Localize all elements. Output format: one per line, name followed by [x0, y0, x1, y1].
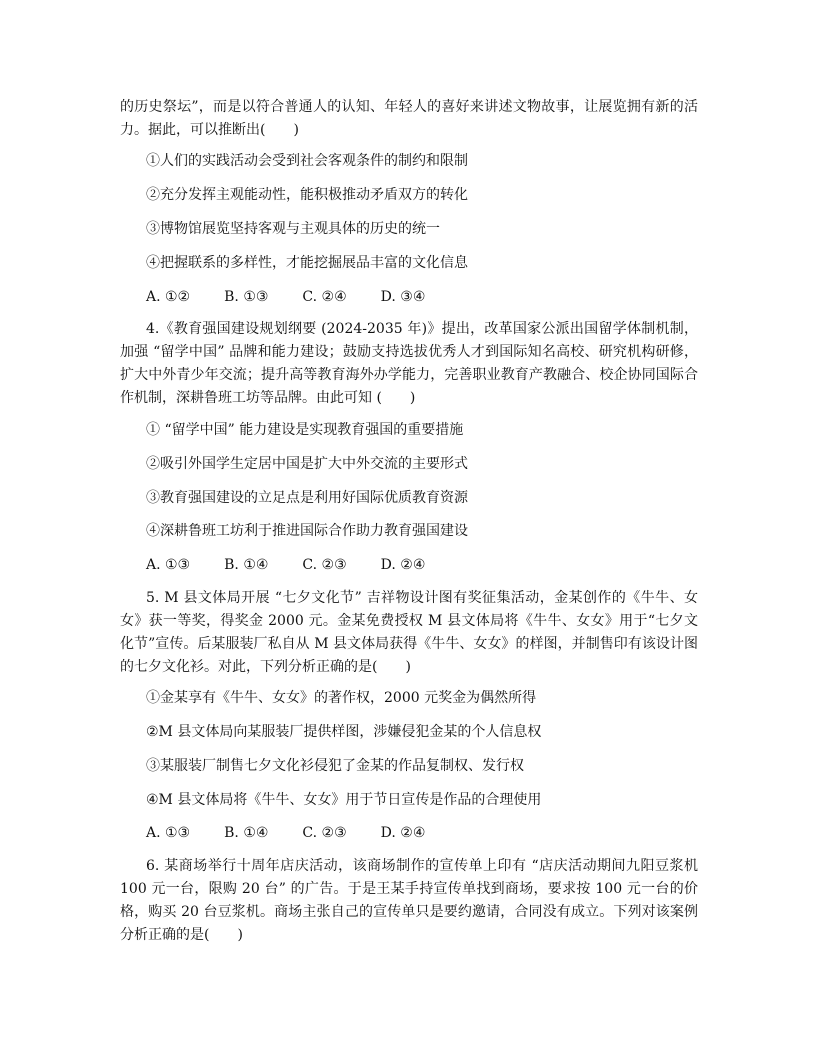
question-3-choices [146, 287, 459, 307]
choice-c: C. ②③ [302, 557, 347, 573]
question-4-option-2: ②吸引外国学生定居中国是扩大中外交流的主要形式 [146, 456, 468, 472]
choice-c: C. ②④ [302, 289, 347, 305]
question-5-option-4: ④M 县文体局将《牛牛、女女》用于节日宣传是作品的合理使用 [146, 792, 542, 808]
choice-d: D. ②④ [380, 557, 426, 573]
choice-a: A. ①② [146, 289, 191, 305]
question-3-option-4: ④把握联系的多样性，才能挖掘展品丰富的文化信息 [146, 255, 468, 271]
choice-b: B. ①④ [224, 557, 269, 573]
choice-a: A. ①③ [146, 557, 191, 573]
question-5-option-2: ②M 县文体局向某服装厂提供样图，涉嫌侵犯金某的个人信息权 [146, 724, 542, 740]
question-3-stem: 的历史祭坛”，而是以符合普通人的认知、年轻人的喜好来讲述文物故事，让展览拥有新的活力。据此，可以推断出( ) [120, 99, 698, 138]
question-3-option-3: ③博物馆展览坚持客观与主观具体的历史的统一 [146, 221, 440, 237]
question-4-choices [146, 555, 459, 575]
choice-c: C. ②③ [302, 825, 347, 841]
question-3-option-2: ②充分发挥主观能动性，能积极推动矛盾双方的转化 [146, 187, 468, 203]
question-4-option-3: ③教育强国建设的立足点是利用好国际优质教育资源 [146, 490, 468, 506]
choice-d: D. ③④ [380, 289, 426, 305]
question-4-stem: 4.《教育强国建设规划纲要 (2024-2035 年)》提出，改革国家公派出国留学体制机制，加强 “留学中国” 品牌和能力建设；鼓励支持选拔优秀人才到国际知名高校、研究机构研修，扩大中外青少年交流；提升高等教育海外办学能力，完善职业教育产教融合、校企协同国际合作机制，深耕鲁班工坊等品牌。由此可知 ( ) [120, 321, 698, 406]
question-5-option-1: ①金某享有《牛牛、女女》的著作权，2000 元奖金为偶然所得 [146, 690, 537, 706]
choice-d: D. ②④ [380, 825, 426, 841]
choice-b: B. ①③ [224, 289, 269, 305]
question-3-option-1: ①人们的实践活动会受到社会客观条件的制约和限制 [146, 153, 468, 169]
question-4-option-1: ① “留学中国” 能力建设是实现教育强国的重要措施 [146, 422, 464, 438]
question-6-stem: 6. 某商场举行十周年店庆活动，该商场制作的宣传单上印有 “店庆活动期间九阳豆浆机 100 元一台，限购 20 台” 的广告。于是王某手持宣传单找到商场，要求按 100 元一台的价格，购买 20 台豆浆机。商场主张自己的宣传单只是要约邀请，合同没有成立。下列对该案例分析正确的是( ) [120, 858, 698, 943]
question-4-option-4: ④深耕鲁班工坊利于推进国际合作助力教育强国建设 [146, 523, 468, 539]
choice-a: A. ①③ [146, 825, 191, 841]
question-5-choices [146, 823, 459, 843]
question-5-option-3: ③某服装厂制售七夕文化衫侵犯了金某的作品复制权、发行权 [146, 758, 524, 774]
question-5-stem: 5. M 县文体局开展 “七夕文化节” 吉祥物设计图有奖征集活动，金某创作的《牛牛、女女》获一等奖，得奖金 2000 元。金某免费授权 M 县文体局将《牛牛、女女》用于“七夕文化节”宣传。后某服装厂私自从 M 县文体局获得《牛牛、女女》的样图，并制售印有该设计图的七夕文化衫。对此，下列分析正确的是( ) [120, 590, 698, 675]
choice-b: B. ①④ [224, 825, 269, 841]
